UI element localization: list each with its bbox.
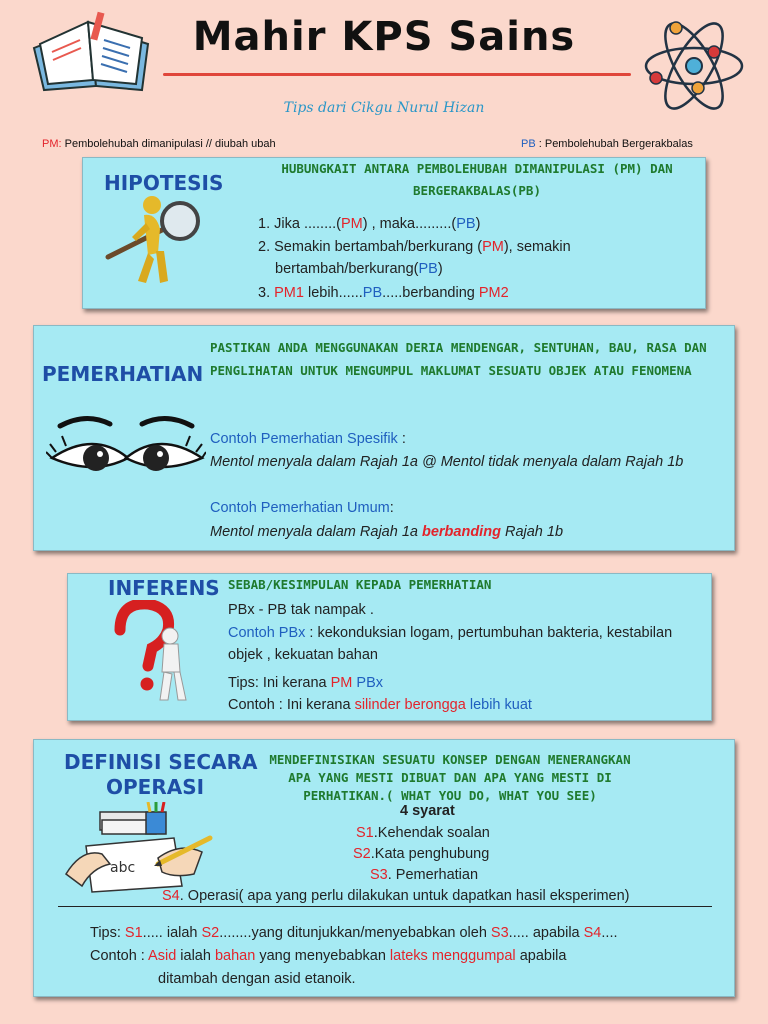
definisi-contoh: [90, 945, 566, 967]
contoh-text: Contoh :: [90, 948, 149, 964]
s1-key: S1: [356, 825, 374, 841]
inferens-line1: PBx - PB tak nampak .: [228, 602, 374, 618]
legend-pb-text: : Pembolehubah Bergerakbalas: [535, 138, 693, 150]
item-text: ), semakin: [503, 239, 571, 255]
umum-text: Mentol menyala dalam Rajah 1a: [210, 524, 422, 540]
pemerhatian-umum-text: [210, 521, 563, 543]
definisi-heading-1: DEFINISI SECARA: [64, 750, 258, 774]
colon: :: [397, 431, 406, 447]
s2-key: S2: [353, 846, 371, 862]
syarat-s1: [356, 822, 490, 844]
umum-text: Rajah 1b: [500, 524, 564, 540]
legend-pb: [521, 138, 693, 150]
pbx-label: PBx: [352, 675, 383, 691]
contoh-pbx-text: : kekonduksian logam, pertumbuhan bakteria, kestabilan objek , kekuatan bahan: [228, 625, 673, 663]
pemerhatian-spesifik-text: Mentol menyala dalam Rajah 1a @ Mentol tidak menyala dalam Rajah 1b: [210, 454, 684, 470]
pm-label: PM: [330, 675, 353, 691]
lebih-kuat: lebih kuat: [465, 697, 532, 713]
hipotesis-heading: HIPOTESIS: [104, 171, 224, 195]
item-number: 2.: [258, 239, 271, 255]
contoh-text: Contoh : Ini kerana: [228, 697, 355, 713]
s4-key: S4: [162, 888, 180, 904]
definisi-description-3: PERHATIKAN.( WHAT YOU DO, WHAT YOU SEE): [303, 788, 597, 803]
s1-key: S1: [124, 925, 143, 941]
pb-label: PB: [456, 216, 476, 232]
s2-key: S2: [201, 925, 220, 941]
s4-text: . Operasi( apa yang perlu dilakukan untuk dapatkan hasil eksperimen): [179, 888, 630, 904]
item-text: ): [437, 261, 443, 277]
hipotesis-description: HUBUNGKAIT ANTARA PEMBOLEHUBAH DIMANIPULASI (PM) DAN BERGERAKBALAS(PB): [281, 161, 673, 198]
inferens-heading: INFERENS: [108, 576, 220, 600]
asid-keyword: Asid: [148, 948, 177, 964]
page-title: Mahir KPS Sains: [192, 14, 576, 60]
legend-pm-key: PM:: [42, 138, 62, 150]
definisi-tips: [90, 922, 618, 944]
definisi-contoh-cont: ditambah dengan asid etanoik.: [158, 971, 356, 987]
item-text: Jika ........(: [274, 216, 341, 232]
s2-text: .Kata penghubung: [370, 846, 490, 862]
pm1-label: PM1: [274, 285, 304, 301]
divider: [58, 906, 712, 907]
s3-key: S3: [370, 867, 388, 883]
s3-text: . Pemerhatian: [387, 867, 479, 883]
pm2-label: PM2: [478, 285, 509, 301]
legend-pm-text: Pembolehubah dimanipulasi // diubah ubah: [61, 138, 276, 150]
definisi-description-2: APA YANG MESTI DIBUAT DAN APA YANG MESTI DI: [288, 770, 612, 785]
pemerhatian-spesifik-label: [210, 428, 406, 450]
item-text: Semakin bertambah/berkurang (: [274, 239, 483, 255]
hipotesis-item-2: [258, 236, 688, 258]
hipotesis-item-1: [258, 213, 480, 235]
contoh-text: yang menyebabkan: [255, 948, 390, 964]
item-number: 3.: [258, 285, 271, 301]
subtitle: Tips dari Cikgu Nurul Hizan: [283, 100, 485, 116]
syarat-s4: [162, 885, 630, 907]
s1-text: .Kehendak soalan: [373, 825, 490, 841]
hipotesis-item-2-cont: [275, 258, 443, 280]
legend-pb-key: PB: [521, 138, 536, 150]
tips-text: ..... apabila: [508, 925, 584, 941]
s3-key: S3: [490, 925, 509, 941]
colon: :: [389, 500, 394, 516]
umum-label: Contoh Pemerhatian Umum: [210, 500, 390, 516]
item-text: ) , maka.........(: [362, 216, 457, 232]
inferens-description: SEBAB/KESIMPULAN KEPADA PEMERHATIAN: [228, 577, 492, 592]
magnifier-figure-icon: [102, 193, 204, 288]
item-text: .....berbanding: [382, 285, 479, 301]
spesifik-label: Contoh Pemerhatian Spesifik: [210, 431, 398, 447]
pb-label: PB: [362, 285, 383, 301]
hipotesis-item-3: [258, 282, 509, 304]
item-text: bertambah/berkurang(: [275, 261, 419, 277]
pemerhatian-heading: PEMERHATIAN: [42, 362, 204, 386]
tips-text: ........yang ditunjukkan/menyebabkan oleh: [219, 925, 491, 941]
tips-text: Tips:: [90, 925, 125, 941]
eyes-icon: [46, 412, 206, 482]
inferens-tips: [228, 672, 383, 694]
item-text: ): [475, 216, 481, 232]
pm-label: PM: [341, 216, 363, 232]
syarat-s2: [353, 843, 489, 865]
tips-text: Tips: Ini kerana: [228, 675, 331, 691]
question-figure-icon: [114, 600, 194, 705]
silinder-berongga: silinder berongga: [354, 697, 466, 713]
syarat-s3: [370, 864, 478, 886]
s4-key: S4: [583, 925, 602, 941]
inferens-contoh: [228, 622, 698, 666]
definisi-description-1: MENDEFINISIKAN SESUATU KONSEP DENGAN MENERANGKAN: [269, 752, 631, 767]
pemerhatian-description: PASTIKAN ANDA MENGGUNAKAN DERIA MENDENGAR, SENTUHAN, BAU, RASA DAN PENGLIHATAN UNTUK MENGUMPUL MAKLUMAT SESUATU OBJEK ATAU FENOMENA: [210, 340, 707, 378]
legend-pm: [42, 138, 276, 150]
lateks-keyword: lateks menggumpal: [389, 948, 516, 964]
contoh-text: apabila: [515, 948, 567, 964]
keyword-berbanding: berbanding: [421, 524, 501, 540]
item-text: lebih......: [303, 285, 363, 301]
svg-text:abc: abc: [110, 860, 136, 876]
pb-label: PB: [418, 261, 438, 277]
writing-hand-icon: [62, 802, 214, 894]
title-underline: [163, 73, 631, 76]
bahan-keyword: bahan: [214, 948, 256, 964]
item-number: 1.: [258, 216, 271, 232]
contoh-text: ialah: [176, 948, 215, 964]
definisi-heading-2: OPERASI: [106, 775, 205, 799]
tips-text: ..... ialah: [142, 925, 202, 941]
pemerhatian-umum-label: [210, 497, 394, 519]
inferens-contoh2: [228, 694, 532, 716]
pm-label: PM: [482, 239, 504, 255]
contoh-pbx-label: Contoh PBx: [228, 625, 306, 641]
syarat-count: 4 syarat: [400, 803, 455, 819]
tips-text: ....: [601, 925, 618, 941]
